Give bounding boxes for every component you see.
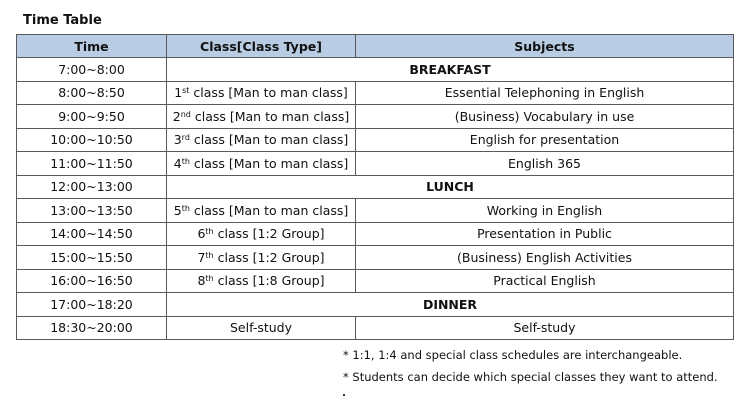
time-cell: 18:30~20:00 (17, 316, 167, 340)
table-row (17, 105, 734, 129)
table-row (17, 58, 734, 82)
time-cell: 12:00~13:00 (17, 175, 167, 199)
subject-cell: English for presentation (356, 128, 734, 152)
timetable (16, 34, 734, 340)
class-cell (167, 222, 356, 246)
time-cell: 15:00~15:50 (17, 246, 167, 270)
class-number: 1 (174, 85, 183, 101)
subject-cell: Self-study (356, 316, 734, 340)
class-type: class [Man to man class] (189, 155, 349, 171)
class-type: class [Man to man class] (190, 108, 350, 124)
page-title: Time Table (23, 13, 102, 28)
table-row (17, 269, 734, 293)
time-cell: 8:00~8:50 (17, 81, 167, 105)
table-row (17, 128, 734, 152)
time-cell: 14:00~14:50 (17, 222, 167, 246)
class-number: 6 (197, 226, 206, 242)
meal-cell: BREAKFAST (167, 58, 734, 82)
subject-cell: Essential Telephoning in English (356, 81, 734, 105)
time-cell: 9:00~9:50 (17, 105, 167, 129)
class-type: class [1:2 Group] (213, 226, 325, 242)
class-cell (167, 199, 356, 223)
meal-cell: LUNCH (167, 175, 734, 199)
class-cell (167, 81, 356, 105)
subject-cell: Practical English (356, 269, 734, 293)
footnote-special-classes: * Students can decide which special classes they want to attend. (343, 370, 718, 384)
class-cell: Self-study (167, 316, 356, 340)
class-cell (167, 246, 356, 270)
time-cell: 16:00~16:50 (17, 269, 167, 293)
class-number: 2 (172, 108, 181, 124)
ordinal-suffix: nd (180, 109, 191, 119)
header-time: Time (17, 35, 167, 58)
table-row (17, 152, 734, 176)
class-type: class [Man to man class] (189, 132, 349, 148)
ordinal-suffix: th (205, 274, 214, 284)
ordinal-suffix: th (205, 250, 214, 260)
class-cell (167, 152, 356, 176)
time-cell: 17:00~18:20 (17, 293, 167, 317)
ordinal-suffix: rd (181, 133, 190, 143)
ordinal-suffix: th (181, 156, 190, 166)
footnote-interchangeable: * 1:1, 1:4 and special class schedules are interchangeable. (343, 348, 683, 362)
ordinal-suffix: th (205, 227, 214, 237)
subject-cell: (Business) Vocabulary in use (356, 105, 734, 129)
class-cell (167, 128, 356, 152)
header-row (17, 35, 734, 58)
header-subjects: Subjects (356, 35, 734, 58)
table-row (17, 293, 734, 317)
time-cell: 11:00~11:50 (17, 152, 167, 176)
class-number: 7 (197, 249, 206, 265)
time-cell: 7:00~8:00 (17, 58, 167, 82)
table-row (17, 199, 734, 223)
class-type: class [Man to man class] (189, 202, 349, 218)
class-number: 4 (173, 155, 182, 171)
subject-cell: English 365 (356, 152, 734, 176)
header-class: Class[Class Type] (167, 35, 356, 58)
class-type: class [1:2 Group] (213, 249, 325, 265)
ordinal-suffix: st (182, 86, 190, 96)
stray-dot (343, 394, 345, 396)
table-row (17, 81, 734, 105)
subject-cell: Working in English (356, 199, 734, 223)
time-cell: 13:00~13:50 (17, 199, 167, 223)
class-number: 5 (173, 202, 182, 218)
table-row (17, 175, 734, 199)
subject-cell: (Business) English Activities (356, 246, 734, 270)
class-cell (167, 269, 356, 293)
subject-cell: Presentation in Public (356, 222, 734, 246)
table-row (17, 222, 734, 246)
class-number: 8 (197, 273, 206, 289)
table-row (17, 246, 734, 270)
class-cell (167, 105, 356, 129)
table-row (17, 316, 734, 340)
meal-cell: DINNER (167, 293, 734, 317)
class-number: 3 (173, 132, 182, 148)
class-type: class [1:8 Group] (213, 273, 325, 289)
class-type: class [Man to man class] (189, 85, 348, 101)
ordinal-suffix: th (181, 203, 190, 213)
time-cell: 10:00~10:50 (17, 128, 167, 152)
